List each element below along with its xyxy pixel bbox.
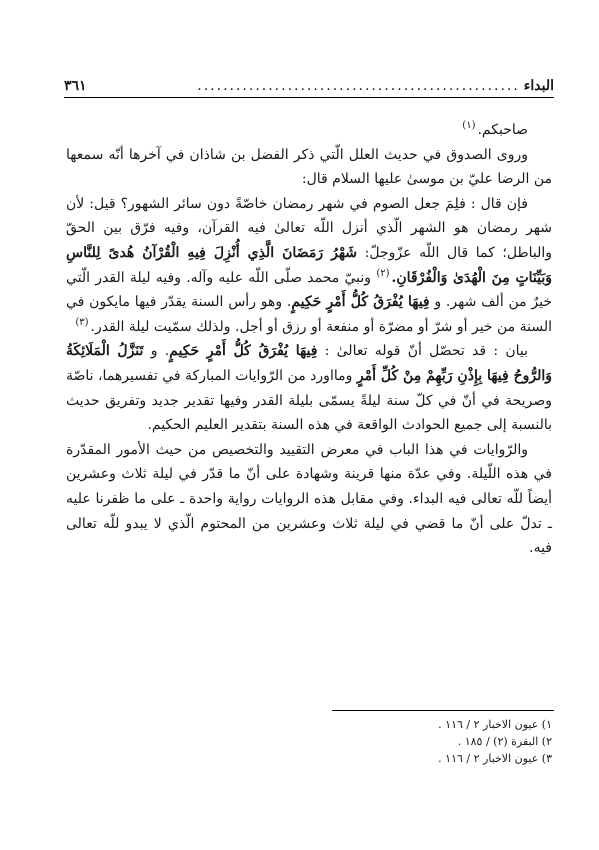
header-rule xyxy=(64,97,554,98)
page-number: ٣٦١ xyxy=(64,78,87,94)
paragraph-3-text-c: . وهو رأس السنة يقدّر فيها مايكون في السنة من خير أو شرّ أو مضرّة أو منفعة أو رزق أو أجل. ولذلك سمّيت ليلة القدر. xyxy=(66,294,552,335)
running-header xyxy=(64,74,554,98)
footnote-rule xyxy=(332,710,554,711)
header-title: البداء xyxy=(523,78,554,94)
quran-verse-ramadan: شَهْرُ رَمَضَانَ الَّذِي أُنْزِلَ فِيهِ الْقُرْآنُ هُدىً لِلنَّاسِ وَبَيِّنَاتٍ مِنَ الْهُدَىٰ وَالْفُرْقَانِ. xyxy=(66,244,552,286)
paragraph-4-text-a: بيان : قد تحصّل أنّ قوله تعالىٰ : xyxy=(324,343,528,360)
paragraph-2: وروى الصدوق في حديث العلل الّتي ذكر الفضل بن شاذان في آخرها أنّه سمعها من الرضا عليّ بن موسىٰ عليها السلام قال: xyxy=(66,146,552,188)
footnote-marker-2: (٢) xyxy=(376,267,390,279)
paragraph-1-text: صاحبكم. xyxy=(477,122,528,138)
header-leader-dots: .................................................. xyxy=(197,78,520,94)
quran-verse-tanazzal: تَنَزَّلُ الْمَلَائِكَةُ وَالرُّوحُ فِيهَا بِإِذْنِ رَبِّهِمْ مِنْ كُلِّ أَمْرٍ xyxy=(66,343,552,384)
quran-verse-yufraq: فِيهَا يُفْرَقُ كُلُّ أَمْرٍ حَكِيمٍ xyxy=(291,294,430,311)
footnote-marker-3: (٣) xyxy=(75,317,89,329)
paragraph-3-text-b: ونبيّ محمد صلّى اللّه عليه وآله. وفيه ليلة القدر الّتي خيرٌ من ألف شهر. و xyxy=(66,269,553,311)
footnote-3: ٣) عيون الاخبار ٢ / ١١٦ . xyxy=(438,752,552,765)
footnote-marker-1: (١) xyxy=(462,120,476,132)
footnotes xyxy=(290,716,552,767)
paragraph-5: والرّوايات في هذا الباب في معرض التقييد والتخصيص من حيث الأمور المقدّرة في هذه اللّيلة. وفي عدّة منها قرينة وشهادة على أنّ ما قدّر في ليلة ثلاث وعشرين أيضاً للّه تعالى فيه البداء. وفي مقابل هذه الروايات رواية واحدة ـ على ما ظفرنا عليه ـ تدلّ على أنّ ما قضي في ليلة ثلاث وعشرين من المحتوم الّذي لا يبدو للّه تعالى فيه. xyxy=(66,441,552,557)
paragraph-1 xyxy=(66,118,552,143)
footnote-1: ١) عيون الاخبار ٢ / ١١٦ . xyxy=(438,718,552,731)
paragraph-3 xyxy=(66,192,552,340)
footnote-2: ٢) البقرة (٢) / ١٨٥ . xyxy=(457,735,552,748)
paragraph-3-text-a: فإن قال : فلِمَ جعل الصوم في شهر رمضان خاصّةً دون سائر الشهور؟ قيل: لأن شهر رمضان هو الشهر الّذي أنزل اللّه تعالىٰ فيه القرآن، وفيه فرّق بين الحقّ والباطل؛ كما قال اللّه عزّوجلّ: xyxy=(66,195,552,261)
paragraph-4-and: . و xyxy=(150,343,170,360)
paragraph-4 xyxy=(66,339,552,437)
paragraph-4-text-b: ومااورد من الرّوايات المباركة في تفسيرهما، ناصّة وصريحة في أنّ في كلّ سنة ليلةً يسمّى بليلة القدر وفيها تقدير جديد وتفريق حديث بالنسبة إلى جميع الحوادث الواقعة في هذه السنة بتقدير العليم الحكيم. xyxy=(66,367,552,434)
quran-verse-yufraq-2: فِيهَا يُفْرَقُ كُلُّ أَمْرٍ حَكِيمٍ xyxy=(169,343,318,360)
main-text xyxy=(66,118,552,561)
